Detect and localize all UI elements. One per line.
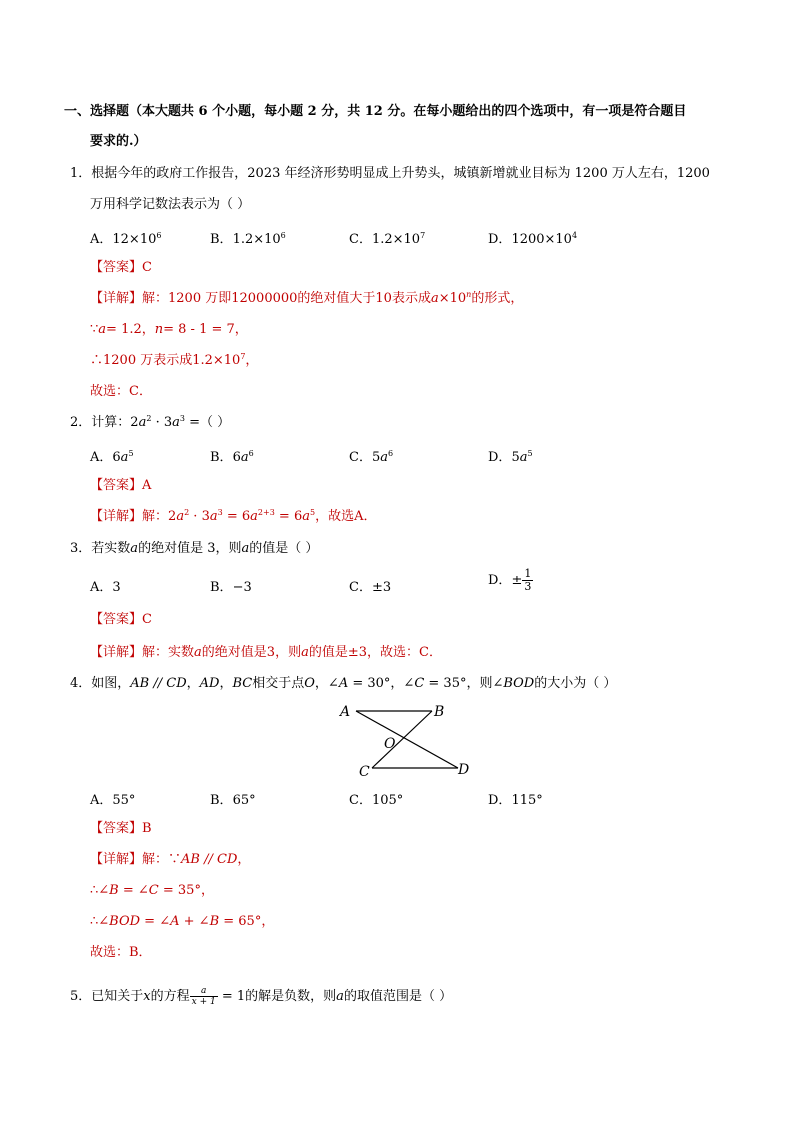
- q1-detail-line2: ∵a= 1.2，n= 8 - 1 = 7，: [90, 322, 248, 337]
- point-label-o: O: [384, 736, 396, 752]
- q4-detail-line1: 【详解】解：∵AB // CD，: [90, 852, 251, 867]
- q3-option-b: B．−3: [210, 580, 252, 595]
- q5-equation-fraction: $\frac{a}{x + 1}$: [191, 986, 216, 1007]
- q4-detail-line3: ∴∠BOD = ∠A + ∠B = 65°，: [90, 914, 275, 929]
- q2-option-d: D．$5a^5$: [488, 449, 533, 465]
- q3-option-d-fraction: $\frac{1}{3}$: [524, 567, 532, 593]
- q4-option-b: B．65°: [210, 793, 256, 808]
- q4-option-a: A．55°: [90, 793, 136, 808]
- q1-option-d: D．$1200\times 10^4$: [488, 231, 578, 247]
- point-label-a: A: [340, 704, 351, 720]
- q3-option-c: C．±3: [349, 580, 392, 595]
- q3-option-d: D．± $\frac{1}{3}$: [488, 567, 532, 593]
- q3-option-a: A．3: [90, 580, 121, 595]
- q2-detail: 【详解】解：$2a^2 \cdot 3a^3 = 6a^{2+3} = 6a^5$，故选A．: [90, 508, 377, 524]
- segment-bc: [372, 711, 432, 768]
- section-heading-line1: 一、选择题（本大题共 6 个小题，每小题 2 分，共 12 分。在每小题给出的四个选项中，有一项是符合题目: [64, 104, 687, 119]
- q2-option-b: B．$6a^6$: [210, 449, 254, 465]
- q1-option-b: B．$1.2\times 10^6$: [210, 231, 286, 247]
- q4-option-d: D．115°: [488, 793, 543, 808]
- q1-detail-line4: 故选：C．: [90, 384, 152, 399]
- q4-geometry-figure: [330, 700, 480, 784]
- q2-option-c: C．$5a^6$: [349, 449, 394, 465]
- q1-detail-line3: ∴1200 万表示成$1.2\times 10^7$，: [90, 352, 259, 368]
- question-1-stem-cont: 万用科学记数法表示为（ ）: [90, 197, 251, 212]
- q1-option-c: C．$1.2\times 10^7$: [349, 231, 426, 247]
- q3-detail: 【详解】解：实数a的绝对值是3，则a的值是±3，故选：C．: [90, 645, 442, 660]
- question-3-stem: 3．若实数a的绝对值是 3，则a的值是（ ）: [70, 541, 319, 556]
- question-2-stem: 2．计算：$2a^2 \cdot 3a^3$ =（ ）: [70, 414, 231, 430]
- q2-answer: 【答案】A: [90, 478, 152, 493]
- q4-option-c: C．105°: [349, 793, 404, 808]
- point-label-c: C: [359, 764, 370, 780]
- q4-detail-line4: 故选：B．: [90, 945, 152, 960]
- q4-answer: 【答案】B: [90, 821, 152, 836]
- question-5-stem: 5．已知关于x的方程 $\frac{a}{x + 1}$ = 1的解是负数，则a的取值范围是（ ）: [70, 986, 453, 1007]
- question-4-stem: 4．如图，AB // CD，AD，BC相交于点O，∠A = 30°，∠C = 35°，则∠BOD的大小为（ ）: [70, 676, 617, 691]
- q1-detail-line1: 【详解】解：1200 万即12000000的绝对值大于10表示成$a\times 10^n$的形式，: [90, 290, 524, 306]
- question-1-stem: 1．根据今年的政府工作报告，2023 年经济形势明显成上升势头，城镇新增就业目标为 1200 万人左右，1200: [70, 166, 710, 181]
- q1-answer: 【答案】C: [90, 260, 152, 275]
- q4-detail-line2: ∴∠B = ∠C = 35°，: [90, 883, 214, 898]
- point-label-b: B: [434, 704, 445, 720]
- q2-option-a: A．$6a^5$: [90, 449, 134, 465]
- q1-option-a: A．$12\times 10^6$: [90, 231, 162, 247]
- section-heading-line2: 要求的.）: [90, 134, 147, 149]
- point-label-d: D: [458, 762, 470, 778]
- q3-answer: 【答案】C: [90, 612, 152, 627]
